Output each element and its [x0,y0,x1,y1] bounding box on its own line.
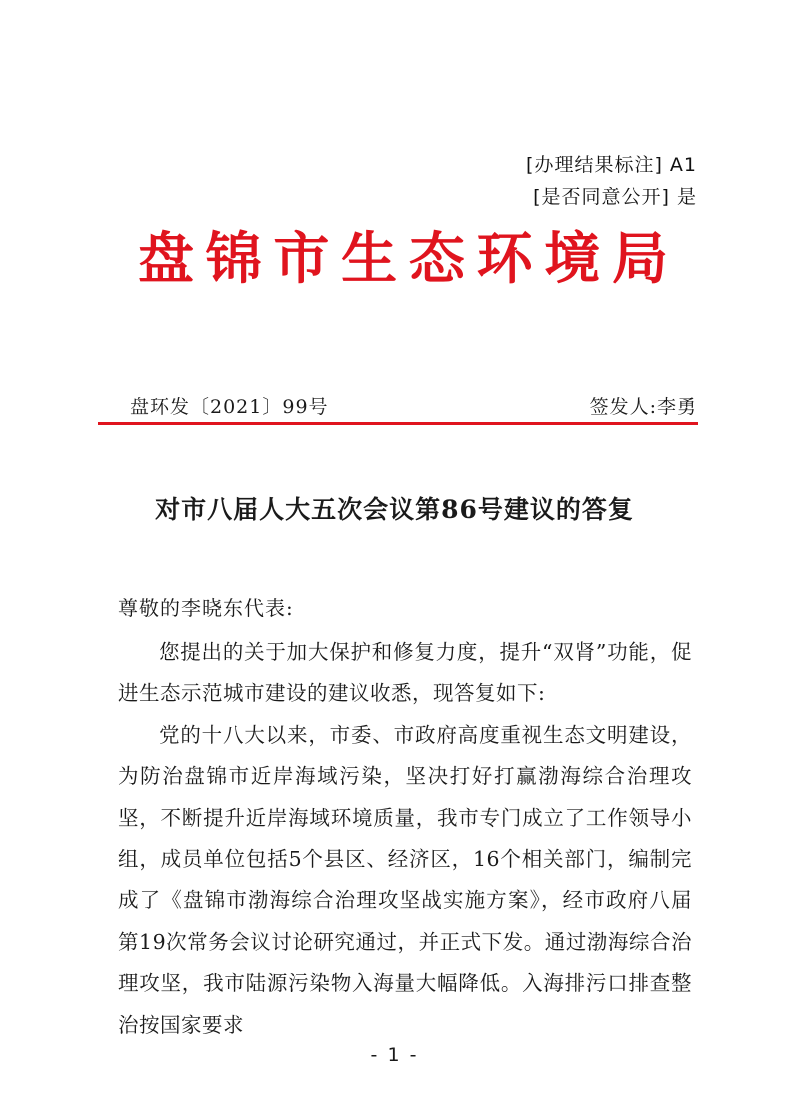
paragraph: 党的十八大以来，市委、市政府高度重视生态文明建设，为防治盘锦市近岸海域污染，坚决打好打赢渤海综合治理攻坚，不断提升近岸海域环境质量，我市专门成立了工作领导小组，成员单位包括5个县区、经济区，16个相关部门，编制完成了《盘锦市渤海综合治理攻坚战实施方案》，经市政府八届第19次常务会议讨论研究通过，并正式下发。通过渤海综合治理攻坚，我市陆源污染物入海量大幅降低。入海排污口排查整治按国家要求 [118,722,692,1037]
agency-letterhead: 盘锦市生态环境局 [138,226,668,292]
page-number: - 1 - [370,1044,419,1066]
handling-result-label: [办理结果标注] A1 [526,154,697,176]
red-divider-line [98,422,698,425]
body-text [118,632,692,1046]
document-title: 对市八届人大五次会议第86号建议的答复 [155,495,634,524]
public-consent-label: [是否同意公开] 是 [533,186,697,208]
signer: 签发人:李勇 [589,396,697,418]
paragraph: 您提出的关于加大保护和修复力度，提升“双肾”功能，促进生态示范城市建设的建议收悉，现答复如下: [118,640,692,706]
salutation: 尊敬的李晓东代表: [118,596,294,620]
document-number: 盘环发〔2021〕99号 [130,396,329,418]
